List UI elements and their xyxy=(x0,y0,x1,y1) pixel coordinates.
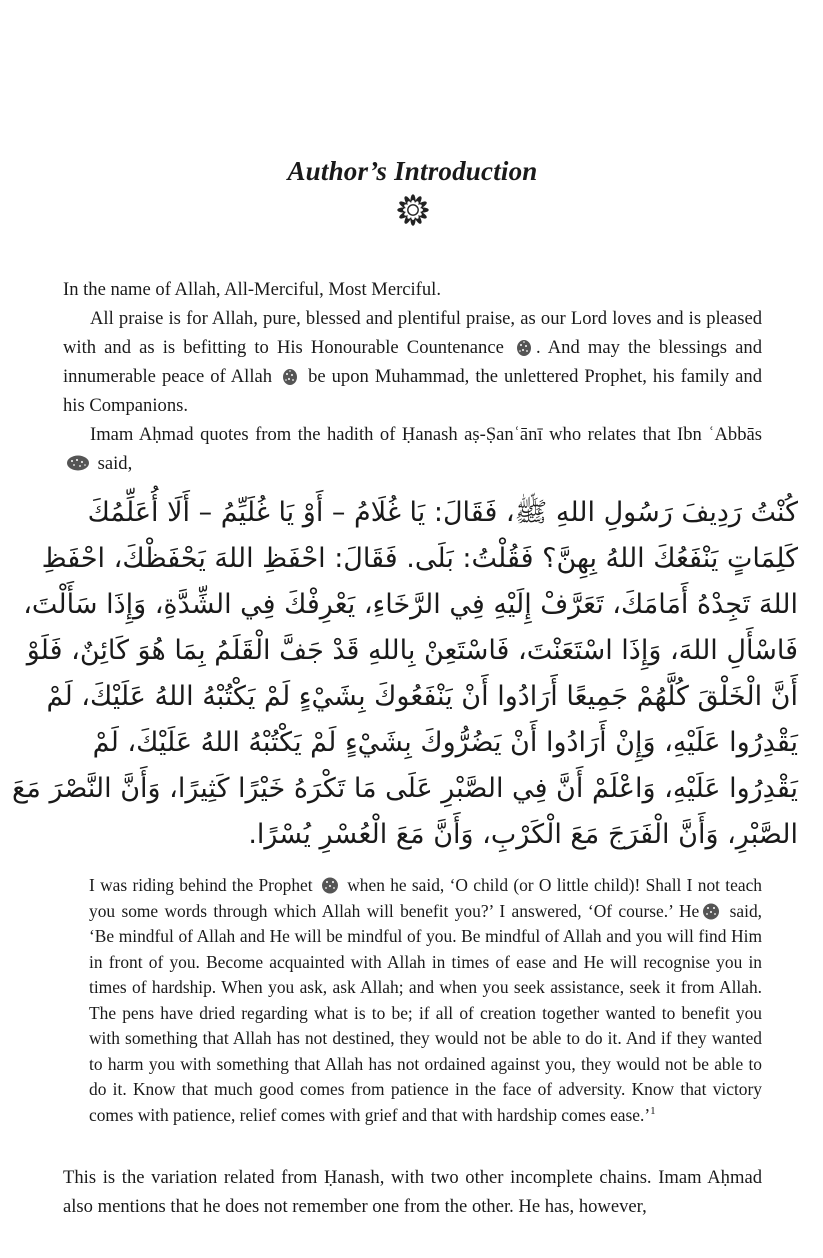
flower-ornament-icon xyxy=(395,192,431,228)
basmala-paragraph: In the name of Allah, All-Merciful, Most Merciful. xyxy=(63,279,441,300)
variation-paragraph: This is the variation related from Ḥanash, with two other incomplete chains. Imam Aḥmad also mentions that he does not remember one from the other. He has, however, xyxy=(63,1167,762,1217)
imam-text-1: Imam Aḥmad quotes from the hadith of Ḥanash aṣ-Ṣanʿānī who relates that Ibn ʿAbbās xyxy=(90,424,762,445)
arabic-line: كَلِمَاتٍ يَنْفَعُكَ اللهُ بِهِنَّ؟ فَقُلْتُ: بَلَى. فَقَالَ: احْفَظِ اللهَ يَحْفَظْكَ، احْفَظِ xyxy=(41,543,798,574)
praise-text-2: . And may the blessings and innumerable peace of Allah xyxy=(63,337,762,387)
arabic-line: الصَّبْرِ، وَأَنَّ الْفَرَجَ مَعَ الْكَرْبِ، وَأَنَّ مَعَ الْعُسْرِ يُسْرًا. xyxy=(248,819,798,850)
honorific-radiya-allahu-anhuma-icon xyxy=(65,453,91,473)
chapter-title: Author’s Introduction xyxy=(287,156,538,187)
translation-text-1: I was riding behind the Prophet xyxy=(89,875,313,895)
honorific-glorified-icon xyxy=(514,337,534,357)
hadith-translation xyxy=(89,873,762,1128)
praise-text-1: All praise is for Allah, pure, blessed and plentiful praise, as our Lord loves and is pleased with and as is befitting to His Honourable Countenance xyxy=(63,308,762,358)
arabic-line: اللهَ تَجِدْهُ أَمَامَكَ، تَعَرَّفْ إِلَيْهِ فِي الرَّخَاءِ، يَعْرِفْكَ فِي الشِّدَّةِ، وَإِذَا سَأَلْتَ، xyxy=(23,589,798,620)
arabic-line: يَقْدِرُوا عَلَيْهِ، وَإِنْ أَرَادُوا أَنْ يَضُرُّوكَ بِشَيْءٍ لَمْ يَكْتُبْهُ اللهُ عَلَيْكَ، لَمْ xyxy=(92,727,798,758)
imam-text-2: said, xyxy=(97,453,133,474)
imam-ahmad-paragraph xyxy=(63,420,762,478)
arabic-line: يَقْدِرُوا عَلَيْهِ، وَاعْلَمْ أَنَّ فِي الصَّبْرِ عَلَى مَا تَكْرَهُ خَيْرًا كَثِيرًا، وَأَنَّ النَّصْرَ مَعَ xyxy=(12,773,798,804)
praise-text-3: be upon Muhammad, the unlettered Prophet, his family and his Companions. xyxy=(63,366,762,416)
translation-text-2: when he said, ‘O child (or O little child)! Shall I not teach you some words through which Allah will benefit you?’ I answered, ‘Of course.’ He xyxy=(89,875,762,921)
praise-paragraph xyxy=(63,304,762,420)
footnote-marker[interactable]: 1 xyxy=(650,1104,656,1117)
honorific-salutation-icon xyxy=(320,875,340,895)
honorific-salutation-icon xyxy=(701,901,721,921)
arabic-hadith-block xyxy=(12,490,798,858)
arabic-line: كُنْتُ رَدِيفَ رَسُولِ اللهِ ﷺ، فَقَالَ: يَا غُلَامُ – أَوْ يَا غُلَيِّمُ – أَلَا أُعَلِّمُكَ xyxy=(87,497,798,528)
honorific-glorified-icon xyxy=(280,366,300,386)
translation-text-3: said, ‘Be mindful of Allah and He will be mindful of you. Be mindful of Allah and you will find Him in front of you. Become acquainted with Allah in times of ease and He will recognise you in times of hardship. When you ask, ask Allah; and when you seek assistance, seek it from Allah. The pens have dried regarding what is to be; if all of creation together wanted to benefit you with something that Allah has not destined, they would not be able to do it. And if they wanted to harm you with something that Allah has not ordained against you, they would not be able to do it. Know that much good comes from patience in the face of adversity. Know that victory comes with patience, relief comes with grief and that with hardship comes ease.’ xyxy=(89,900,762,1125)
arabic-line: أَنَّ الْخَلْقَ كُلَّهُمْ جَمِيعًا أَرَادُوا أَنْ يَنْفَعُوكَ بِشَيْءٍ لَمْ يَكْتُبْهُ اللهُ عَلَيْكَ، لَمْ xyxy=(46,681,798,712)
arabic-line: فَاسْأَلِ اللهَ، وَإِذَا اسْتَعَنْتَ، فَاسْتَعِنْ بِاللهِ قَدْ جَفَّ الْقَلَمُ بِمَا هُوَ كَائِنٌ، فَلَوْ xyxy=(26,635,798,666)
